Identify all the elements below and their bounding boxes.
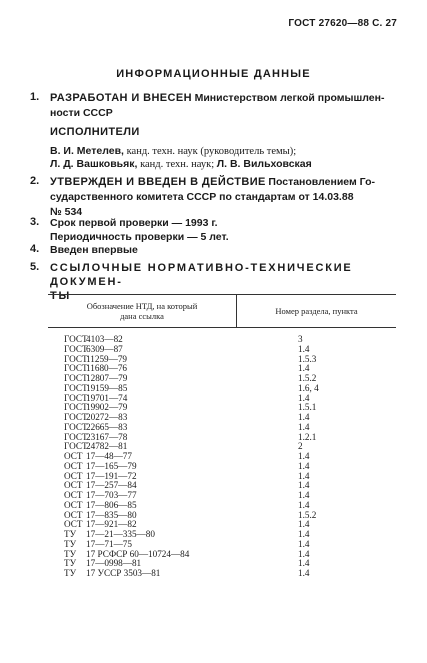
document-type: ГОСТ [64,431,88,442]
document-type: ТУ [64,538,77,549]
document-type: ГОСТ [64,392,88,403]
page-header: ГОСТ 27620—88 С. 27 [288,18,397,29]
table-column-sections [298,335,319,579]
document-code: 17—191—72 [86,470,137,481]
table-row-section: 1.4 [298,363,310,374]
table-row-section: 1.5.3 [298,353,317,364]
table-row-section: 1.6, 4 [298,382,319,393]
document-code: 20272—83 [86,412,128,422]
table-row-section: 1.4 [298,460,310,471]
document-type: ОСТ [64,451,83,461]
document-code: 17—806—85 [86,499,137,510]
section-4-number: 4. [30,243,40,255]
document-code: 11680—76 [86,363,128,374]
table-row-section: 1.4 [298,519,310,530]
table-header-col1-line2: дана ссылка [120,311,164,321]
document-code: 17—835—80 [86,509,137,520]
table-row-section: 1.4 [298,421,310,432]
table-header-col1-line1: Обозначение НТД, на который [86,301,198,311]
table-row-section: 1.2.1 [298,431,317,442]
document-code: 17—921—82 [86,519,137,530]
section-1-text-line2: ности СССР [50,107,113,119]
person-3-name: Л. В. Вильховская [216,158,312,170]
document-code: 17 УССР 3503—81 [86,568,161,578]
document-code: 19902—79 [86,402,128,413]
person-2-name: Л. Д. Вашковьяк, [50,158,138,170]
performers-line-1 [50,145,296,158]
table-row-section: 1.4 [298,538,310,549]
table-row-section: 1.4 [298,470,310,481]
table-column-documents [64,335,189,579]
section-2-text-line2: сударственного комитета СССР по стандартам от 14.03.88 [50,191,354,203]
section-4-text: Введен впервые [50,244,138,256]
table-top-rule [48,294,396,295]
document-code: 17—0998—81 [86,558,142,569]
table-header-col1 [48,301,236,321]
table-row-section: 1.4 [298,490,310,500]
section-2-number: 2. [30,175,40,187]
document-code: 17—21—335—80 [86,529,155,539]
document-title: ИНФОРМАЦИОННЫЕ ДАННЫЕ [116,68,311,80]
document-type: ТУ [64,558,77,569]
section-1-text [50,91,402,121]
section-1-text-line1: Министерством легкой промышлен- [194,92,385,104]
document-type: ОСТ [64,480,83,491]
document-type: ОСТ [64,499,83,510]
table-row-section: 1.4 [298,558,310,569]
table-row-section: 2 [298,441,303,452]
document-code: 17 РСФСР 60—10724—84 [86,548,190,559]
document-type: ГОСТ [64,441,88,452]
table-row-section: 1.4 [298,412,310,422]
section-2-text [50,175,402,220]
document-code: 17—48—77 [86,451,132,461]
section-3-line2: Периодичность проверки — 5 лет. [50,231,229,243]
document-code: 22665—83 [86,421,128,432]
document-type: ГОСТ [64,343,88,354]
table-header-col2: Номер раздела, пункта [275,306,358,316]
document-code: 17—257—84 [86,480,137,491]
document-code: 19701—74 [86,392,128,403]
section-5-text [50,261,410,303]
document-type: ГОСТ [64,402,88,413]
table-row-section: 3 [298,334,303,344]
document-type: ГОСТ [64,353,88,364]
document-code: 11259—79 [86,353,128,364]
section-3-text [50,216,402,244]
document-code: 17—165—79 [86,460,137,471]
table-row-section: 1.5.2 [298,509,317,520]
table-row-document [64,569,189,579]
section-2-text-line3: № 534 [50,206,83,218]
document-type: ОСТ [64,460,83,471]
document-type: ГОСТ [64,382,88,393]
document-code: 23167—78 [86,431,128,442]
table-row-section: 1.4 [298,451,310,461]
document-type: ОСТ [64,490,83,500]
section-1-number: 1. [30,91,40,103]
document-type: ГОСТ [64,334,88,344]
section-5-line2: ТЫ [50,290,72,302]
performers-label: ИСПОЛНИТЕЛИ [50,126,140,138]
document-type: ТУ [64,529,77,539]
section-5-number: 5. [30,261,40,273]
section-2-text-line1: Постановлением Го- [268,176,376,188]
table-row-section: 1.4 [298,499,310,510]
document-type: ГОСТ [64,363,88,374]
table-row-section: 1.4 [298,392,310,403]
document-type: ГОСТ [64,373,88,383]
person-1-name: В. И. Метелев, [50,145,124,157]
document-code: 6309—87 [86,343,123,354]
section-2-caps: УТВЕРЖДЕН И ВВЕДЕН В ДЕЙСТВИЕ [50,176,266,188]
document-code: 17—703—77 [86,490,137,500]
document-code: 12807—79 [86,373,128,383]
document-type: ОСТ [64,519,83,530]
section-1-caps: РАЗРАБОТАН И ВНЕСЕН [50,92,192,104]
document-type: ОСТ [64,509,83,520]
table-row-section: 1.5.1 [298,402,317,413]
table-row-section: 1.4 [298,480,310,491]
document-type: ОСТ [64,470,83,481]
document-code: 19159—85 [86,382,128,393]
table-row-section: 1.4 [298,343,310,354]
document-code: 4103—82 [86,334,123,344]
document-code: 24782—81 [86,441,128,452]
document-type: ТУ [64,548,77,559]
performers-line-2 [50,158,312,171]
table-row-section: 1.4 [298,568,310,578]
document-code: 17—71—75 [86,538,132,549]
person-1-desc: канд. техн. наук (руководитель темы); [126,146,297,157]
document-type: ГОСТ [64,421,88,432]
table-header-rule [48,327,396,328]
person-2-desc: канд. техн. наук; [140,159,215,170]
section-3-number: 3. [30,216,40,228]
section-3-line1: Срок первой проверки — 1993 г. [50,217,218,229]
table-row-section: 1.4 [298,548,310,559]
document-type: ТУ [64,568,77,578]
table-row-section: 1.4 [298,529,310,539]
section-5-line1: ССЫЛОЧНЫЕ НОРМАТИВНО-ТЕХНИЧЕСКИЕ ДОКУМЕН- [50,262,353,288]
table-row-section: 1.5.2 [298,373,317,383]
document-type: ГОСТ [64,412,88,422]
